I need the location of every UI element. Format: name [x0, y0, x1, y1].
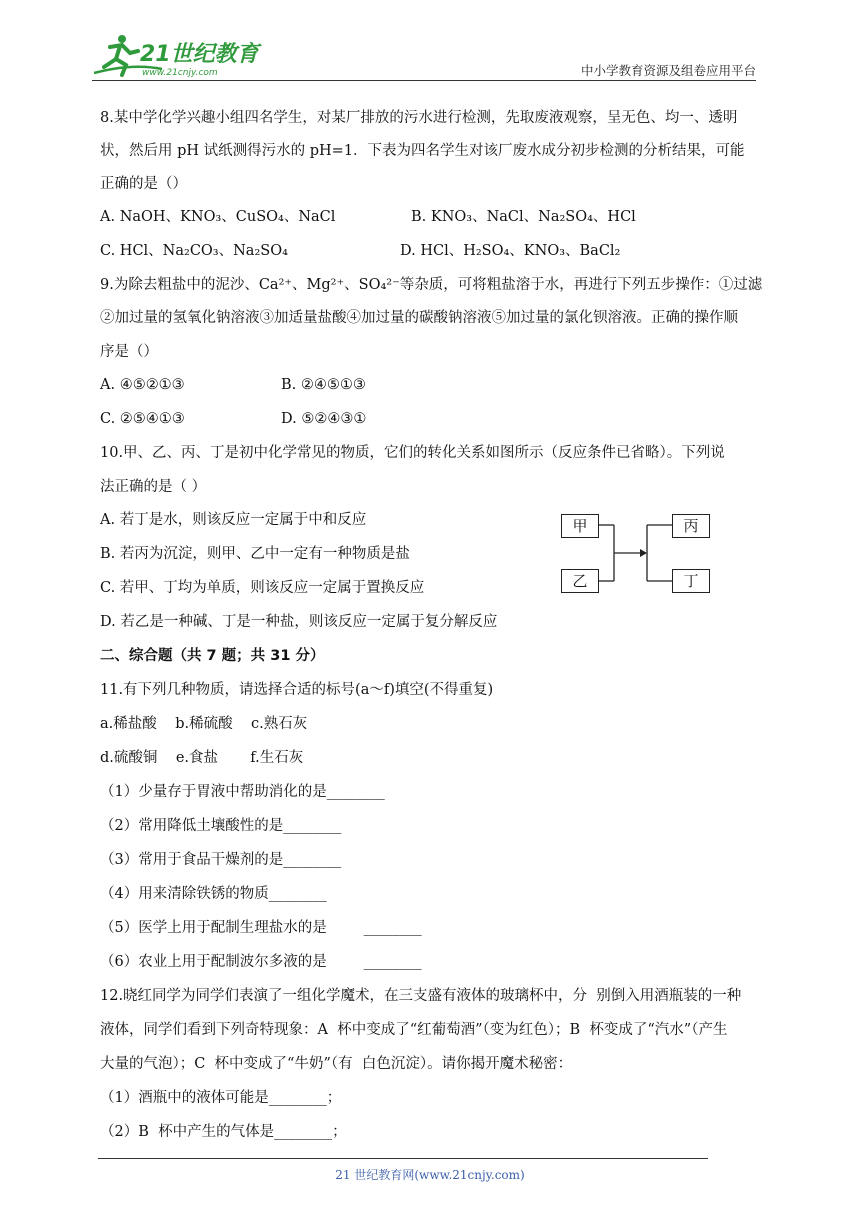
node-jia: 甲: [561, 514, 599, 538]
q11-part6[interactable]: （6）农业上用于配制波尔多液的是 ________: [100, 954, 422, 970]
node-yi: 乙: [561, 569, 599, 593]
q10-option-b[interactable]: B. 若丙为沉淀，则甲、乙中一定有一种物质是盐: [100, 546, 410, 562]
platform-name: 中小学教育资源及组卷应用平台: [580, 63, 756, 78]
q8-option-d[interactable]: D. HCl、H₂SO₄、KNO₃、BaCl₂: [400, 243, 621, 259]
q10-option-c[interactable]: C. 若甲、丁均为单质，则该反应一定属于置换反应: [100, 580, 425, 596]
q8-option-c[interactable]: C. HCl、Na₂CO₃、Na₂SO₄: [100, 243, 288, 259]
q11-part1[interactable]: （1）少量存于胃液中帮助消化的是________: [100, 784, 385, 800]
site-logo[interactable]: [92, 33, 292, 79]
q9-option-d[interactable]: D. ⑤②④③①: [281, 411, 367, 427]
footer-divider: [98, 1158, 708, 1159]
q9-stem-line3: 序是（）: [100, 344, 158, 360]
reaction-diagram: [560, 512, 712, 596]
section-title: 二、综合题（共 7 题；共 31 分）: [100, 648, 325, 664]
q12-stem-line2: 液体，同学们看到下列奇特现象：A 杯中变成了“红葡萄酒”（变为红色）；B 杯变成了“汽水”（产生: [100, 1022, 728, 1038]
q11-part4[interactable]: （4）用来清除铁锈的物质________: [100, 886, 327, 902]
q9-option-c[interactable]: C. ②⑤④①③: [100, 411, 185, 427]
q10-option-d[interactable]: D. 若乙是一种碱、丁是一种盐，则该反应一定属于复分解反应: [100, 614, 498, 630]
q8-stem-line3: 正确的是（）: [100, 176, 187, 192]
q8-stem-line2: 状，然后用 pH 试纸测得污水的 pH=1．下表为四名学生对该厂废水成分初步检测的分析结果，可能: [100, 143, 745, 159]
q8-option-a[interactable]: A. NaOH、KNO₃、CuSO₄、NaCl: [100, 209, 336, 225]
q9-stem-line2: ②加过量的氢氧化钠溶液③加适量盐酸④加过量的碳酸钠溶液⑤加过量的氯化钡溶液。正确的操作顺: [100, 310, 738, 326]
q10-stem-line1: 10.甲、乙、丙、丁是初中化学常见的物质，它们的转化关系如图所示（反应条件已省略）。下列说: [100, 445, 725, 461]
header-divider: [92, 80, 756, 81]
q11-part3[interactable]: （3）常用于食品干燥剂的是________: [100, 852, 342, 868]
q8-stem-line1: 8.某中学化学兴趣小组四名学生，对某厂排放的污水进行检测，先取废液观察，呈无色、均一、透明: [100, 110, 738, 126]
q12-stem-line3: 大量的气泡）；C 杯中变成了“牛奶”（有 白色沉淀）。请你揭开魔术秘密：: [100, 1056, 573, 1072]
q9-stem-line1: 9.为除去粗盐中的泥沙、Ca²⁺、Mg²⁺、SO₄²⁻等杂质，可将粗盐溶于水，再进行下列五步操作：①过滤: [100, 277, 763, 293]
q12-part2[interactable]: （2）B 杯中产生的气体是________；: [100, 1124, 347, 1140]
q11-stem: 11.有下列几种物质，请选择合适的标号(a～f)填空(不得重复): [100, 682, 494, 698]
logo-runner-icon: [92, 33, 292, 79]
q12-part1[interactable]: （1）酒瓶中的液体可能是________；: [100, 1090, 342, 1106]
q11-part2[interactable]: （2）常用降低土壤酸性的是________: [100, 818, 342, 834]
q11-choices-row1: a.稀盐酸 b.稀硫酸 c.熟石灰: [100, 716, 308, 732]
svg-text:21世纪教育: 21世纪教育: [140, 42, 259, 67]
page-header: [0, 0, 860, 82]
q11-choices-row2: d.硫酸铜 e.食盐 f.生石灰: [100, 750, 304, 766]
q9-option-a[interactable]: A. ④⑤②①③: [100, 377, 185, 393]
q12-stem-line1: 12.晓红同学为同学们表演了一组化学魔术，在三支盛有液体的玻璃杯中，分 别倒入用酒瓶装的一种: [100, 988, 742, 1004]
q10-option-a[interactable]: A. 若丁是水，则该反应一定属于中和反应: [100, 512, 367, 528]
node-ding: 丁: [672, 569, 710, 593]
node-bing: 丙: [672, 514, 710, 538]
svg-text:www.21cnjy.com: www.21cnjy.com: [142, 68, 218, 78]
footer-link[interactable]: 21 世纪教育网(www.21cnjy.com): [335, 1168, 525, 1182]
q9-option-b[interactable]: B. ②④⑤①③: [281, 377, 366, 393]
q10-stem-line2: 法正确的是（ ）: [100, 479, 207, 495]
q8-option-b[interactable]: B. KNO₃、NaCl、Na₂SO₄、HCl: [411, 209, 636, 225]
q11-part5[interactable]: （5）医学上用于配制生理盐水的是 ________: [100, 920, 422, 936]
